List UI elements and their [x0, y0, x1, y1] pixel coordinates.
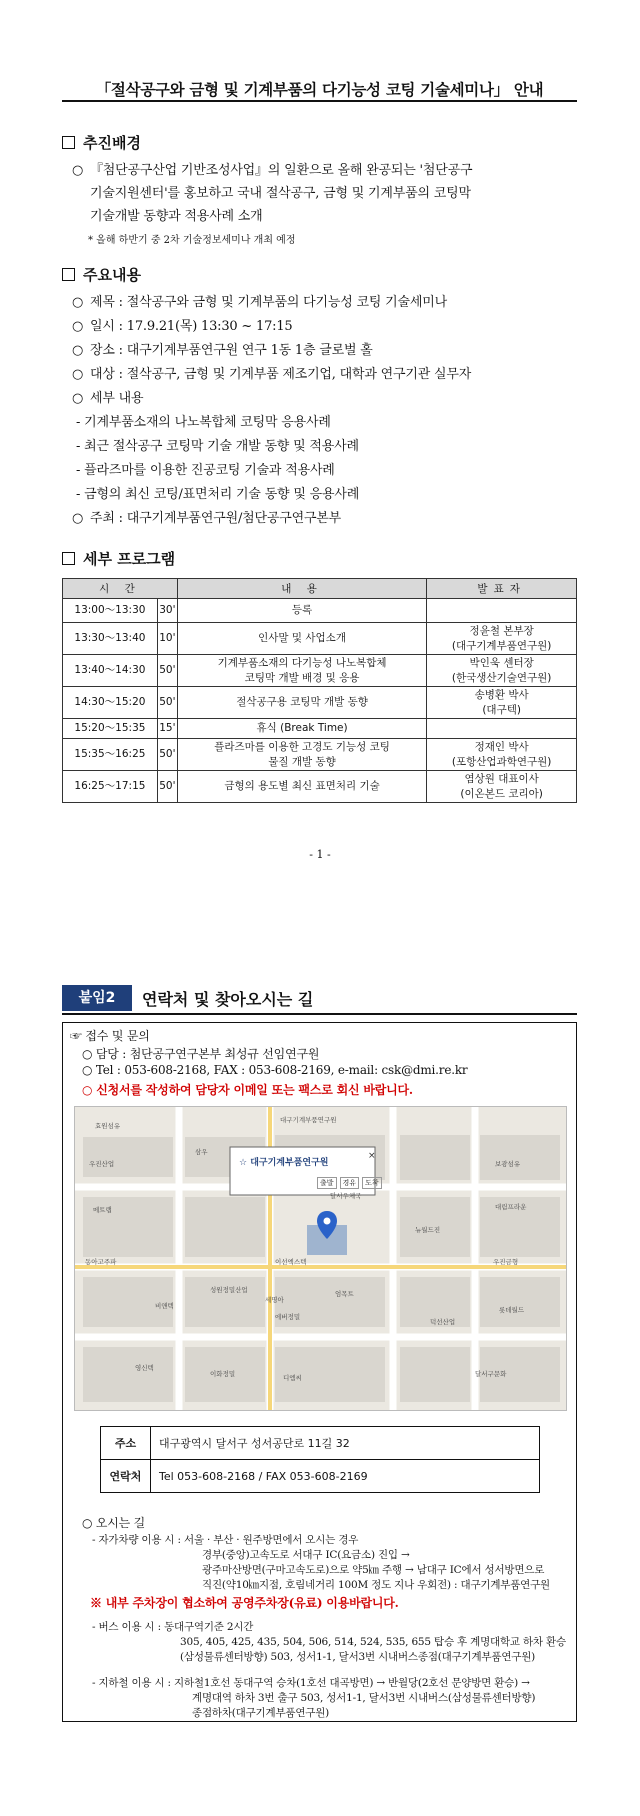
cell-time: 15:35～16:25: [63, 739, 158, 771]
cell-content: 금형의 용도별 최신 표면처리 기술: [177, 771, 426, 803]
cell-content: 휴식 (Break Time): [177, 719, 426, 739]
attachment-badge: 붙임2: [62, 985, 132, 1011]
section-background-heading: 추진배경: [62, 132, 141, 153]
contact-heading: ☞ 접수 및 문의: [70, 1029, 150, 1043]
cell-minutes: 50': [157, 687, 177, 719]
map-via-button[interactable]: 경유: [340, 1177, 360, 1189]
cell-content: 기계부품소재의 다기능성 나노복합체 코팅막 개발 배경 및 응용: [177, 655, 426, 687]
svg-text:×: ×: [368, 1151, 376, 1161]
bus-direction: - 버스 이용 시 : 동대구역기준 2시간: [92, 1621, 254, 1633]
cell-content: 플라즈마를 이용한 고경도 기능성 코팅 물질 개발 동향: [177, 739, 426, 771]
cell-time: 13:00～13:30: [63, 599, 158, 623]
parking-notice: ※ 내부 주차장이 협소하여 공영주차장(유료) 이용바랍니다.: [90, 1596, 399, 1610]
background-line: 기술개발 동향과 적용사례 소개: [90, 209, 263, 224]
map-label: 삼우: [195, 1148, 208, 1156]
detail-item: - 최근 절삭공구 코팅막 기술 개발 동향 및 적용사례: [76, 439, 359, 454]
bus-direction: 305, 405, 425, 435, 504, 506, 514, 524, 535, 655 탑승 후 계명대학교 하차 환승: [180, 1636, 566, 1648]
map-popup-actions: [317, 1177, 382, 1189]
map-label: 우진금형: [493, 1258, 519, 1266]
star-icon: ☆: [239, 1158, 248, 1168]
col-header-content: 내 용: [177, 579, 426, 599]
directions-heading: ○ 오시는 길: [82, 1516, 146, 1530]
car-direction: 경부(중앙)고속도로 서대구 IC(요금소) 진입 →: [202, 1549, 410, 1561]
map-label: 이화정밀: [210, 1370, 236, 1378]
table-row: [63, 739, 577, 771]
map-label: 달서구문화: [475, 1370, 507, 1378]
map-label: 보광섬유: [495, 1160, 521, 1168]
attachment-title: 연락처 및 찾아오시는 길: [142, 990, 314, 1009]
cell-speaker: 박인욱 센터장 (한국생산기술연구원): [427, 655, 577, 687]
table-row: [63, 719, 577, 739]
background-note: * 올해 하반기 중 2차 기술정보세미나 개최 예정: [88, 235, 296, 246]
cell-content: 등록: [177, 599, 426, 623]
cell-minutes: 30': [157, 599, 177, 623]
col-header-speaker: 발표자: [427, 579, 577, 599]
map-popup-title: ☆ 대구기계부품연구원: [239, 1158, 329, 1168]
section-program-heading: 세부 프로그램: [62, 548, 175, 569]
cell-speaker: [427, 599, 577, 623]
table-row: [63, 623, 577, 655]
main-item: ○ 일시 : 17.9.21(목) 13:30 ~ 17:15: [72, 319, 293, 334]
map-label: 롯데월드: [499, 1306, 525, 1314]
detail-item: - 플라즈마를 이용한 진공코팅 기술과 적용사례: [76, 463, 335, 478]
table-row: [63, 687, 577, 719]
map-label: 우진산업: [89, 1160, 115, 1168]
map-label: 덕선산업: [430, 1318, 456, 1326]
cell-minutes: 50': [157, 739, 177, 771]
cell-minutes: 50': [157, 655, 177, 687]
car-direction: 직진(약10㎞지점, 호림네거리 100M 정도 지나 우회전) : 대구기계부품연구원: [202, 1579, 551, 1591]
address-value: 대구광역시 달서구 성서공단로 11길 32: [151, 1427, 540, 1460]
cell-content: 절삭공구용 코팅막 개발 동향: [177, 687, 426, 719]
map-label: 달서우체국: [330, 1192, 362, 1200]
bus-direction: (삼성물류센터방향) 503, 성서1-1, 달서3번 시내버스종점(대구기계부품연구원): [180, 1651, 536, 1663]
detail-item: - 금형의 최신 코팅/표면처리 기술 동향 및 응용사례: [76, 487, 360, 502]
map-label: 메트랩: [93, 1206, 112, 1214]
car-direction: 광주마산방면(구마고속도로)으로 약5㎞ 주행 → 남대구 IC에서 성서방면으로: [202, 1564, 545, 1576]
map-label: 대구기계부품연구원: [280, 1116, 337, 1124]
contact-line: ○ 담당 : 첨단공구연구본부 최성규 선임연구원: [82, 1047, 320, 1061]
map-label: 디엠씨: [283, 1374, 302, 1382]
map-arrive-button[interactable]: 도착: [362, 1177, 382, 1189]
map-label: 성원정밀산업: [210, 1286, 248, 1294]
detail-item: - 기계부품소재의 나노복합체 코팅막 응용사례: [76, 415, 331, 430]
cell-time: 15:20～15:35: [63, 719, 158, 739]
cell-speaker: [427, 719, 577, 739]
table-row: [101, 1427, 540, 1460]
cell-speaker: 정재인 박사 (포항산업과학연구원): [427, 739, 577, 771]
document-title: 「절삭공구와 금형 및 기계부품의 다기능성 코팅 기술세미나」 안내: [95, 81, 544, 99]
map-label: 이선엑스텍: [275, 1258, 307, 1266]
main-item: ○ 제목 : 절삭공구와 금형 및 기계부품의 다기능성 코팅 기술세미나: [72, 295, 447, 310]
subway-direction: 계명대역 하차 3번 출구 503, 성서1-1, 달서3번 시내버스(삼성물류센터방향): [192, 1692, 536, 1704]
table-row: [63, 599, 577, 623]
map-start-button[interactable]: 출발: [317, 1177, 337, 1189]
cell-time: 13:40～14:30: [63, 655, 158, 687]
map-label: 효원섬유: [95, 1122, 121, 1130]
title-divider: [62, 100, 577, 102]
cell-time: 16:25～17:15: [63, 771, 158, 803]
cell-time: 13:30～13:40: [63, 623, 158, 655]
cell-time: 14:30～15:20: [63, 687, 158, 719]
cell-speaker: 염상원 대표이사 (이온본드 코리아): [427, 771, 577, 803]
map-label: 세명아: [265, 1296, 284, 1304]
program-table: [62, 578, 577, 803]
cell-speaker: 정윤철 본부장 (대구기계부품연구원): [427, 623, 577, 655]
map-label: 동아고주파: [85, 1258, 117, 1266]
address-table: [100, 1426, 540, 1493]
contact-line: ○ Tel : 053-608-2168, FAX : 053-608-2169, e-mail: csk@dmi.re.kr: [82, 1063, 468, 1077]
map-label: 비앤텍: [155, 1302, 174, 1310]
map-label: 에버정밀: [275, 1313, 301, 1321]
section-main-heading: 주요내용: [62, 264, 141, 285]
program-header-row: [63, 579, 577, 599]
background-line: 기술지원센터'를 홍보하고 국내 절삭공구, 금형 및 기계부품의 코팅막: [90, 186, 471, 201]
host-item: ○ 주최 : 대구기계부품연구원/첨단공구연구본부: [72, 511, 342, 526]
contact-notice: ○ 신청서를 작성하여 담당자 이메일 또는 팩스로 회신 바랍니다.: [82, 1083, 413, 1097]
car-direction: - 자가차량 이용 시 : 서울 · 부산 · 원주방면에서 오시는 경우: [92, 1534, 359, 1546]
cell-minutes: 50': [157, 771, 177, 803]
table-row: [101, 1460, 540, 1493]
table-row: [63, 655, 577, 687]
main-item: ○ 세부 내용: [72, 391, 144, 406]
main-item: ○ 장소 : 대구기계부품연구원 연구 1동 1층 글로벌 홀: [72, 343, 373, 358]
cell-minutes: 15': [157, 719, 177, 739]
map-label: 대림프라운: [495, 1203, 527, 1211]
location-map[interactable]: [74, 1106, 567, 1411]
table-row: [63, 771, 577, 803]
main-item: ○ 대상 : 절삭공구, 금형 및 기계부품 제조기업, 대학과 연구기관 실무자: [72, 367, 472, 382]
cell-content: 인사말 및 사업소개: [177, 623, 426, 655]
map-label: 뉴월드진: [415, 1226, 441, 1234]
map-label: 엄목트: [335, 1290, 354, 1298]
cell-minutes: 10': [157, 623, 177, 655]
phone-value: Tel 053-608-2168 / FAX 053-608-2169: [151, 1460, 540, 1493]
map-label: 영신텍: [135, 1364, 154, 1372]
page-number: - 1 -: [309, 848, 331, 861]
address-key: 주소: [101, 1427, 151, 1460]
phone-key: 연락처: [101, 1460, 151, 1493]
subway-direction: 종점하차(대구기계부품연구원): [192, 1707, 330, 1719]
attachment-divider: [62, 1013, 577, 1015]
cell-speaker: 송병환 박사 (대구텍): [427, 687, 577, 719]
background-line: ○ 『첨단공구산업 기반조성사업』의 일환으로 올해 완공되는 '첨단공구: [72, 163, 473, 178]
subway-direction: - 지하철 이용 시 : 지하철1호선 동대구역 승차(1호선 대곡방면) → 반월당(2호선 문양방면 환승) →: [92, 1677, 530, 1689]
col-header-time: 시 간: [63, 579, 178, 599]
